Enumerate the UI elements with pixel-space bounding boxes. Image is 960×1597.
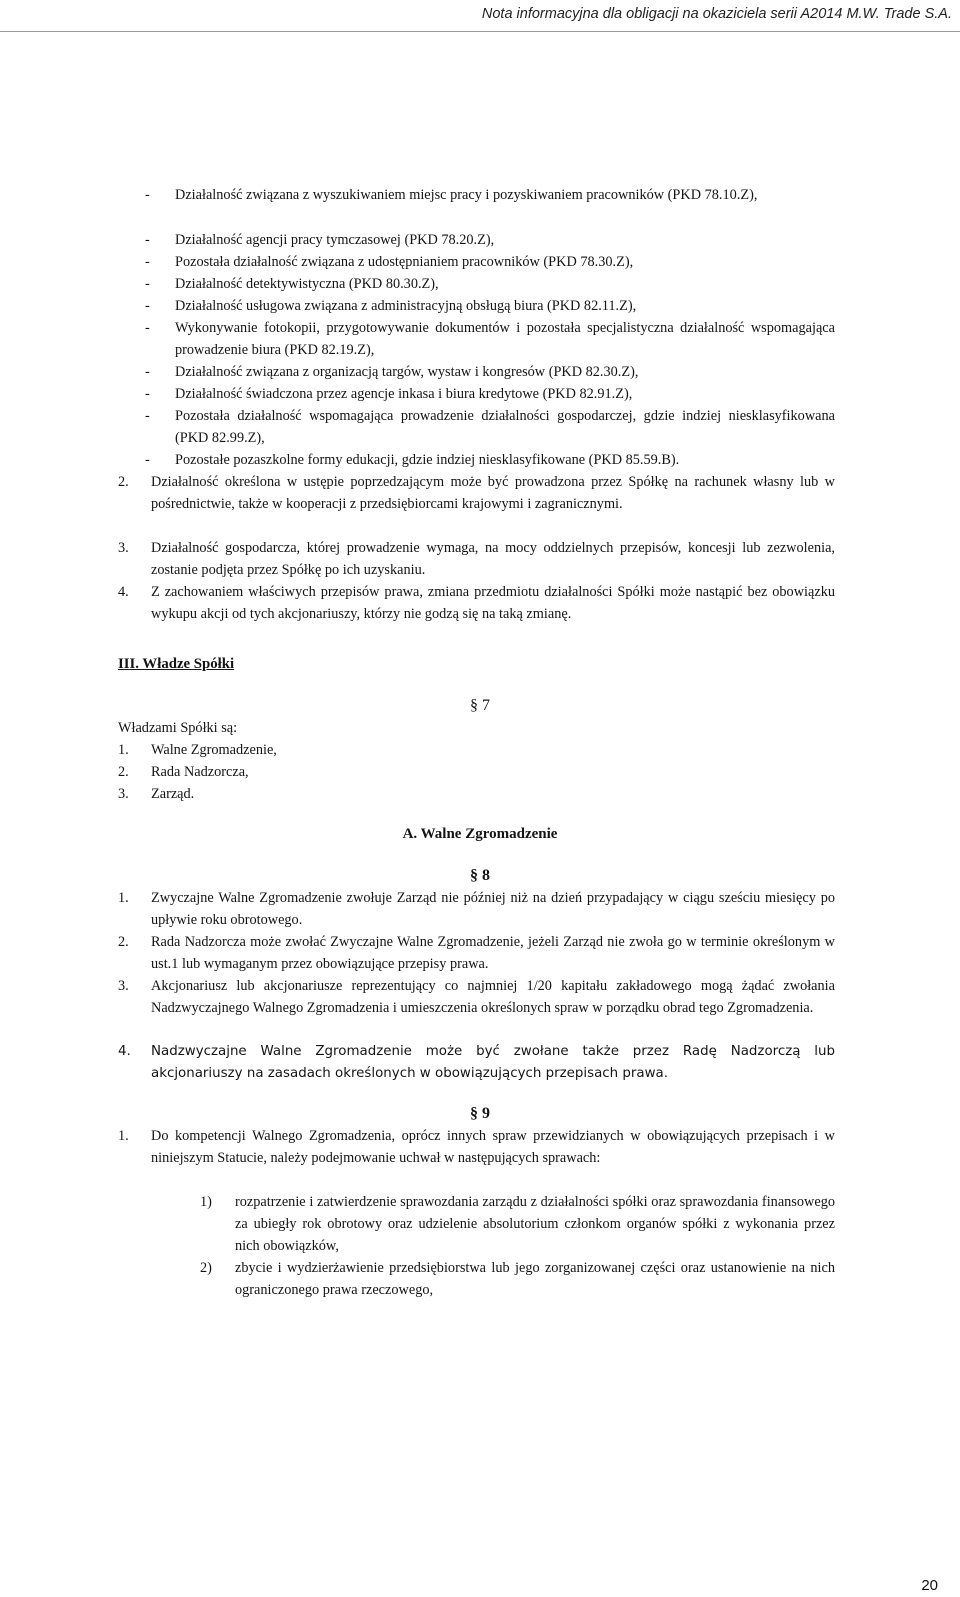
paragraph-sign: § 7 [470,697,490,714]
sub-list-item: 2) zbycie i wydzierżawienie przedsiębiorstwa lub jego zorganizowanej części oraz ustanowienie na nich ograniczonego prawa rzeczowego, [200,1260,835,1299]
list-item: 3. Zarząd. [118,786,195,802]
numbered-paragraph: 1. Zwyczajne Walne Zgromadzenie zwołuje Zarząd nie później niż na dzień przypadający w ciągu sześciu miesięcy po upływie roku obrotowego. [118,890,835,929]
list-item: - Działalność świadczona przez agencje inkasa i biura kredytowe (PKD 82.91.Z), [145,386,633,402]
list-item: - Działalność agencji pracy tymczasowej (PKD 78.20.Z), [145,232,495,248]
list-item: - Działalność związana z wyszukiwaniem miejsc pracy i pozyskiwaniem pracowników (PKD 78.10.Z), [145,187,758,203]
list-item: - Działalność usługowa związana z administracyjną obsługą biura (PKD 82.11.Z), [145,298,637,314]
numbered-paragraph: 4. Nadzwyczajne Walne Zgromadzenie może być zwołane także przez Radę Nadzorczą lub akcjonariuszy na zasadach określonych w obowiązujących przepisach prawa. [118,1044,835,1082]
list-item: - Pozostałe pozaszkolne formy edukacji, gdzie indziej niesklasyfikowane (PKD 85.59.B). [145,452,680,468]
numbered-paragraph: 3. Akcjonariusz lub akcjonariusze reprezentujący co najmniej 1/20 kapitału zakładowego mogą żądać zwołania Nadzwyczajnego Walnego Zgromadzenia i umieszczenia określonych spraw w porządku obrad tego Zgromadzenia. [118,978,835,1017]
paragraph-sign: § 8 [470,867,490,884]
subsection-heading: A. Walne Zgromadzenie [402,826,558,842]
list-item: 1. Walne Zgromadzenie, [118,742,277,758]
numbered-paragraph: 4. Z zachowaniem właściwych przepisów prawa, zmiana przedmiotu działalności Spółki może nastąpić bez obowiązku wykupu akcji od tych akcjonariuszy, którzy nie godzą się na taką zmianę. [118,584,835,623]
paragraph-sign: § 9 [470,1105,490,1122]
document-title: Nota informacyjna dla obligacji na okaziciela serii A2014 M.W. Trade S.A. [481,6,952,22]
list-item: 2. Rada Nadzorcza, [118,764,249,780]
list-item: - Pozostała działalność wspomagająca prowadzenie działalności gospodarczej, gdzie indziej niesklasyfikowana (PKD 82.99.Z), [145,408,835,447]
list-item: - Wykonywanie fotokopii, przygotowywanie dokumentów i pozostała specjalistyczna działalność wspomagająca prowadzenie biura (PKD 82.19.Z), [145,320,835,359]
list-item: - Działalność detektywistyczna (PKD 80.30.Z), [145,276,439,292]
sub-list-item: 1) rozpatrzenie i zatwierdzenie sprawozdania zarządu z działalności spółki oraz sprawozdania finansowego za ubiegły rok obrotowy oraz udzielenie absolutorium członkom organów spółki z wykonania przez nich obowiązków, [200,1194,835,1255]
list-item: - Pozostała działalność związana z udostępnianiem pracowników (PKD 78.30.Z), [145,254,634,270]
numbered-paragraph: 1. Do kompetencji Walnego Zgromadzenia, oprócz innych spraw przewidzianych w obowiązujących przepisach i w niniejszym Statucie, należy podejmowanie uchwał w następujących sprawach: [118,1128,835,1167]
list-intro: Władzami Spółki są: [118,720,238,736]
page-number: 20 [921,1577,938,1594]
page-header [0,0,960,32]
numbered-paragraph: 2. Rada Nadzorcza może zwołać Zwyczajne Walne Zgromadzenie, jeżeli Zarząd nie zwoła go w terminie określonym w ust.1 lub wymaganym przez obowiązujące przepisy prawa. [118,934,835,973]
numbered-paragraph: 2. Działalność określona w ustępie poprzedzającym może być prowadzona przez Spółkę na rachunek własny lub w pośrednictwie, także w kooperacji z przedsiębiorcami krajowymi i zagranicznymi. [118,474,835,513]
section-heading: III. Władze Spółki [118,656,235,672]
list-item: - Działalność związana z organizacją targów, wystaw i kongresów (PKD 82.30.Z), [145,364,639,380]
numbered-paragraph: 3. Działalność gospodarcza, której prowadzenie wymaga, na mocy oddzielnych przepisów, koncesji lub zezwolenia, zostanie podjęta przez Spółkę po ich uzyskaniu. [118,540,835,579]
